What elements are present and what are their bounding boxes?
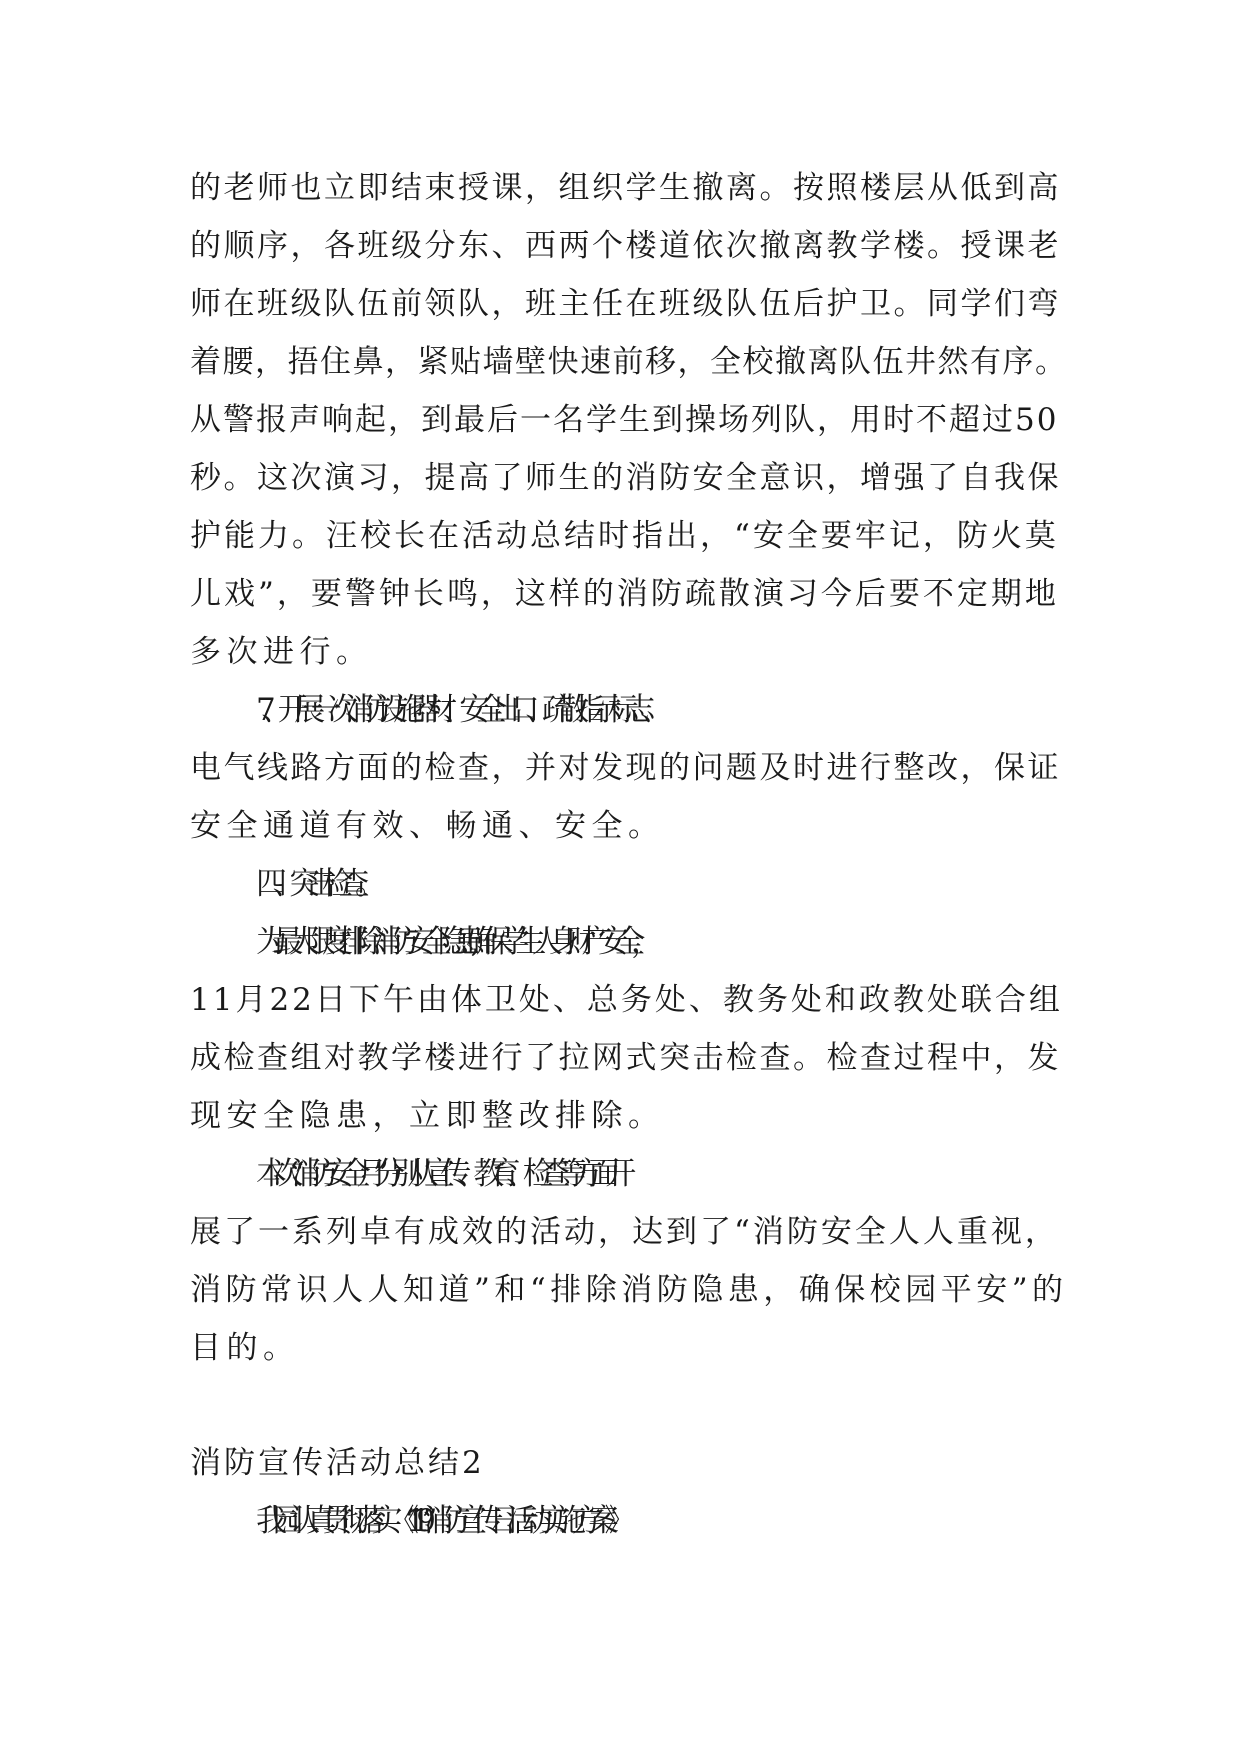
body-text-line: 展了一系列卓有成效的活动，达到了“消防安全人人重视， (190, 1214, 1059, 1250)
body-text-line: 多次进行。 (190, 634, 373, 670)
body-text-line: 目的。 (190, 1330, 300, 1366)
body-text-line: 我园认真贯彻落实《“119”消防宣传日活动实施方案》 (256, 1503, 621, 1539)
body-text-line: 儿戏”，要警钟长鸣，这样的消防疏散演习今后要不定期地 (190, 576, 1059, 612)
body-text-line: 7、开展一次消防设施器材、安全出口、疏散指示标志、 (256, 692, 658, 728)
body-text-line: 秒。这次演习，提高了师生的消防安全意识，增强了自我保 (190, 460, 1061, 496)
body-text-line: 护能力。汪校长在活动总结时指出，“安全要牢记，防火莫 (190, 518, 1059, 554)
body-text-line: 成检查组对教学楼进行了拉网式突击检查。检查过程中，发 (190, 1040, 1061, 1076)
body-text-line: 的老师也立即结束授课，组织学生撤离。按照楼层从低到高 (190, 170, 1061, 206)
body-text-line: 的顺序，各班级分东、西两个楼道依次撤离教学楼。授课老 (190, 228, 1061, 264)
section-heading: 四、突击检查。 (256, 866, 372, 902)
body-text-line: 消防常识人人知道”和“排除消防隐患，确保校园平安”的 (190, 1272, 1068, 1308)
body-text-line: 着腰，捂住鼻，紧贴墙壁快速前移，全校撤离队伍井然有序。 (190, 344, 1068, 380)
body-text-line: 现安全隐患，立即整改排除。 (190, 1098, 665, 1134)
body-text-line: 11月22日下午由体卫处、总务处、教务处和政教处联合组 (190, 982, 1063, 1018)
document-subtitle: 消防宣传活动总结2 (190, 1445, 485, 1481)
body-text-line: 电气线路方面的检查，并对发现的问题及时进行整改，保证 (190, 750, 1061, 786)
body-text-line: 师在班级队伍前领队，班主任在班级队伍后护卫。同学们弯 (190, 286, 1061, 322)
body-text-line: 为最大限度排除消防安全隐患,确保学生人身财产安全， (256, 924, 648, 960)
body-text-line: 安全通道有效、畅通、安全。 (190, 808, 665, 844)
body-text-line: 本次“消防安全月”分别从宣传、教育、检查等方面开 (256, 1156, 622, 1192)
body-text-line: 从警报声响起，到最后一名学生到操场列队，用时不超过50 (190, 402, 1059, 438)
